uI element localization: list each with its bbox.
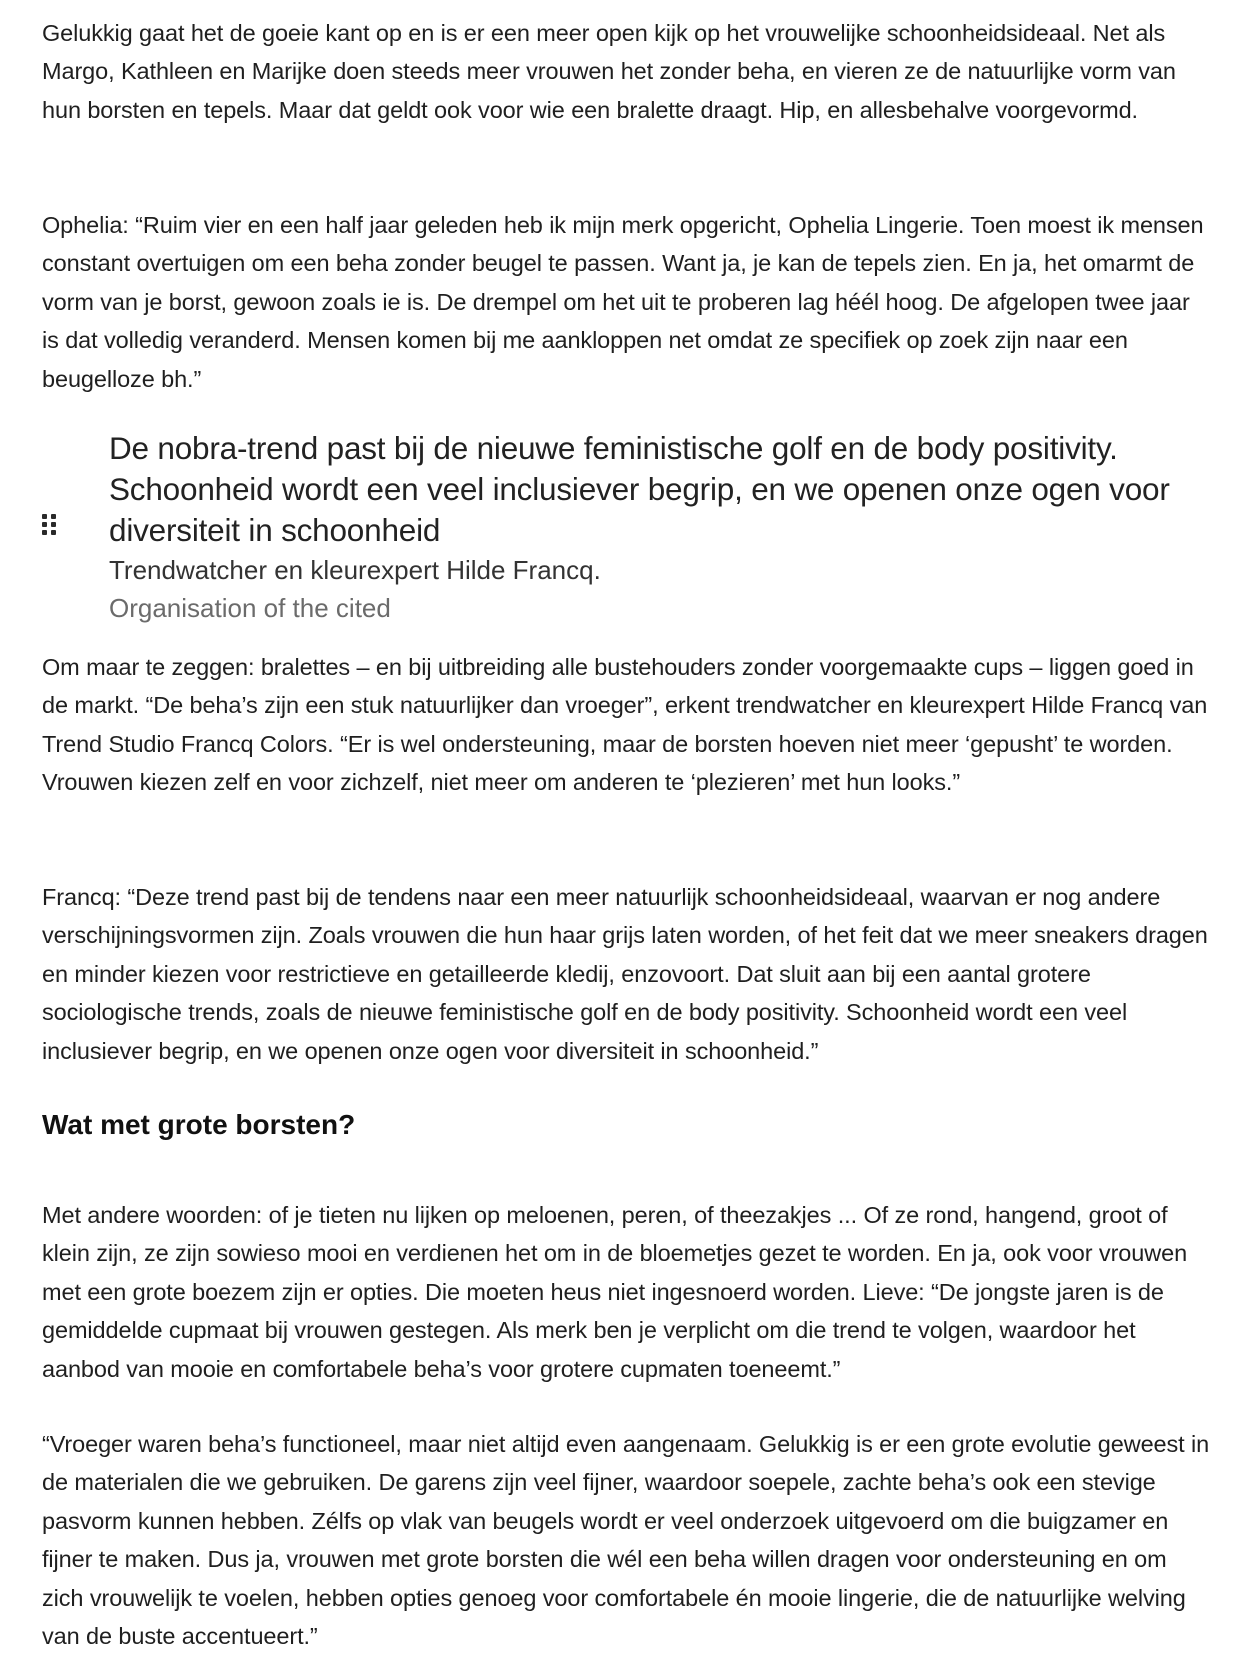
pull-quote-body xyxy=(109,428,1234,627)
drag-handle-icon[interactable] xyxy=(42,514,56,536)
paragraph-bralettes: Om maar te zeggen: bralettes – en bij uitbreiding alle bustehouders zonder voorgemaakte cups – liggen goed in de markt. “De beha’s zijn een stuk natuurlijker dan vroeger”, erkent trendwatcher en kleurexpert Hilde Francq van Trend Studio Francq Colors. “Er is wel ondersteuning, maar de borsten hoeven niet meer ‘gepusht’ te worden. Vrouwen kiezen zelf en voor zichzelf, niet meer om anderen te ‘plezieren’ met hun looks.” xyxy=(42,654,1208,796)
paragraph-francq: Francq: “Deze trend past bij de tendens naar een meer natuurlijk schoonheidsideaal, waarvan er nog andere verschijningsvormen zijn. Zoals vrouwen die hun haar grijs laten worden, of het feit dat we meer sneakers dragen en minder kiezen voor restrictieve en getailleerde kledij, enzovoort. Dat sluit aan bij een aantal grotere sociologische trends, zoals de nieuwe feministische golf en de body positivity. Schoonheid wordt een veel inclusiever begrip, en we openen onze ogen voor diversiteit in schoonheid.” xyxy=(42,884,1208,1064)
pull-quote-organisation: Organisation of the cited xyxy=(109,593,391,623)
paragraph-large-breasts: Met andere woorden: of je tieten nu lijken op meloenen, peren, of theezakjes ... Of ze rond, hangend, groot of klein zijn, ze zijn sowieso mooi en verdienen het om in de bloemetjes gezet te worden. En ja, ook voor vrouwen met een grote boezem zijn er opties. Die moeten heus niet ingesnoerd worden. Lieve: “De jongste jaren is de gemiddelde cupmaat bij vrouwen gestegen. Als merk ben je verplicht om die trend te volgen, waardoor het aanbod van mooie en comfortabele beha’s voor grotere cupmaten toeneemt.” xyxy=(42,1202,1188,1382)
pull-quote-text: De nobra-trend past bij de nieuwe feministische golf en de body positivity. Schoonheid wordt een veel inclusiever begrip, en we openen onze ogen voor diversiteit in schoonheid xyxy=(109,430,1170,548)
section-heading: Wat met grote borsten? xyxy=(42,1109,356,1140)
paragraph-materials: “Vroeger waren beha’s functioneel, maar niet altijd even aangenaam. Gelukkig is er een grote evolutie geweest in de materialen die we gebruiken. De garens zijn veel fijner, waardoor soepele, zachte beha’s ook een stevige pasvorm kunnen hebben. Zélfs op vlak van beugels wordt er veel onderzoek uitgevoerd om die buigzamer en fijner te maken. Dus ja, vrouwen met grote borsten die wél een beha willen dragen voor ondersteuning en om zich vrouwelijk te voelen, hebben opties genoeg voor comfortabele én mooie lingerie, die de natuurlijke welving van de buste accentueert.” xyxy=(42,1431,1210,1650)
paragraph-ophelia: Ophelia: “Ruim vier en een half jaar geleden heb ik mijn merk opgericht, Ophelia Lingerie. Toen moest ik mensen constant overtuigen om een beha zonder beugel te passen. Want ja, je kan de tepels zien. En ja, het omarmt de vorm van je borst, gewoon zoals ie is. De drempel om het uit te proberen lag héél hoog. De afgelopen twee jaar is dat volledig veranderd. Mensen komen bij me aankloppen net omdat ze specifiek op zoek zijn naar een beugelloze bh.” xyxy=(42,212,1204,392)
paragraph-intro: Gelukkig gaat het de goeie kant op en is er een meer open kijk op het vrouwelijke schoonheidsideaal. Net als Margo, Kathleen en Marijke doen steeds meer vrouwen het zonder beha, en vieren ze de natuurlijke vorm van hun borsten en tepels. Maar dat geldt ook voor wie een bralette draagt. Hip, en allesbehalve voorgevormd. xyxy=(42,20,1176,123)
pull-quote-author: Trendwatcher en kleurexpert Hilde Francq. xyxy=(109,555,601,585)
